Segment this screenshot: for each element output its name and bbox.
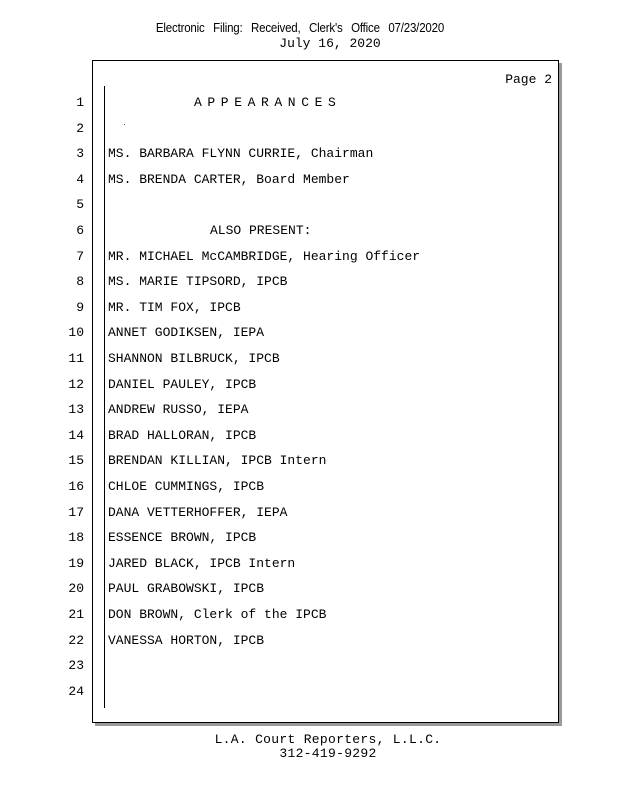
line-number: 2 [76, 121, 84, 136]
footer-company: L.A. Court Reporters, L.L.C. [214, 732, 442, 747]
line-text: MR. TIM FOX, IPCB [108, 300, 241, 315]
line-number: 24 [68, 684, 84, 699]
line-number: 17 [68, 505, 84, 520]
filing-stamp: Electronic Filing: Received, Clerk's Office 07/23/2020 [155, 21, 445, 35]
line-number: 11 [68, 351, 84, 366]
line-number: 13 [68, 402, 84, 417]
line-number: 16 [68, 479, 84, 494]
also-present-heading: ALSO PRESENT: [210, 223, 312, 238]
line-text: MS. BARBARA FLYNN CURRIE, Chairman [108, 146, 374, 161]
line-text: ANNET GODIKSEN, IEPA [108, 325, 265, 340]
line-text: BRENDAN KILLIAN, IPCB Intern [108, 453, 327, 468]
line-number: 1 [76, 95, 84, 110]
line-text: MS. MARIE TIPSORD, IPCB [108, 274, 288, 289]
line-text: DON BROWN, Clerk of the IPCB [108, 607, 327, 622]
scan-speck [124, 124, 125, 125]
line-text: DANA VETTERHOFFER, IEPA [108, 505, 288, 520]
line-text: CHLOE CUMMINGS, IPCB [108, 479, 265, 494]
line-number: 6 [76, 223, 84, 238]
line-number: 7 [76, 249, 84, 264]
line-number: 10 [68, 325, 84, 340]
footer-phone: 312-419-9292 [279, 746, 377, 761]
line-text: ESSENCE BROWN, IPCB [108, 530, 257, 545]
line-number: 20 [68, 581, 84, 596]
line-number: 9 [76, 300, 84, 315]
page-number: Page 2 [505, 72, 552, 87]
line-text: ANDREW RUSSO, IEPA [108, 402, 249, 417]
header-date: July 16, 2020 [279, 36, 381, 51]
line-number: 15 [68, 453, 84, 468]
line-text: MS. BRENDA CARTER, Board Member [108, 172, 350, 187]
line-text: SHANNON BILBRUCK, IPCB [108, 351, 280, 366]
line-number: 4 [76, 172, 84, 187]
line-number: 8 [76, 274, 84, 289]
line-number: 23 [68, 658, 84, 673]
line-number: 5 [76, 197, 84, 212]
line-number: 21 [68, 607, 84, 622]
line-text: PAUL GRABOWSKI, IPCB [108, 581, 265, 596]
line-text: JARED BLACK, IPCB Intern [108, 556, 296, 571]
line-text: MR. MICHAEL McCAMBRIDGE, Hearing Officer [108, 249, 421, 264]
line-number: 3 [76, 146, 84, 161]
line-number: 12 [68, 377, 84, 392]
line-number: 14 [68, 428, 84, 443]
line-number: 18 [68, 530, 84, 545]
line-number: 22 [68, 633, 84, 648]
appearances-heading: APPEARANCES [194, 95, 342, 110]
line-number-margin-rule [104, 86, 105, 708]
line-text: BRAD HALLORAN, IPCB [108, 428, 257, 443]
line-text: VANESSA HORTON, IPCB [108, 633, 265, 648]
line-text: DANIEL PAULEY, IPCB [108, 377, 257, 392]
line-number: 19 [68, 556, 84, 571]
